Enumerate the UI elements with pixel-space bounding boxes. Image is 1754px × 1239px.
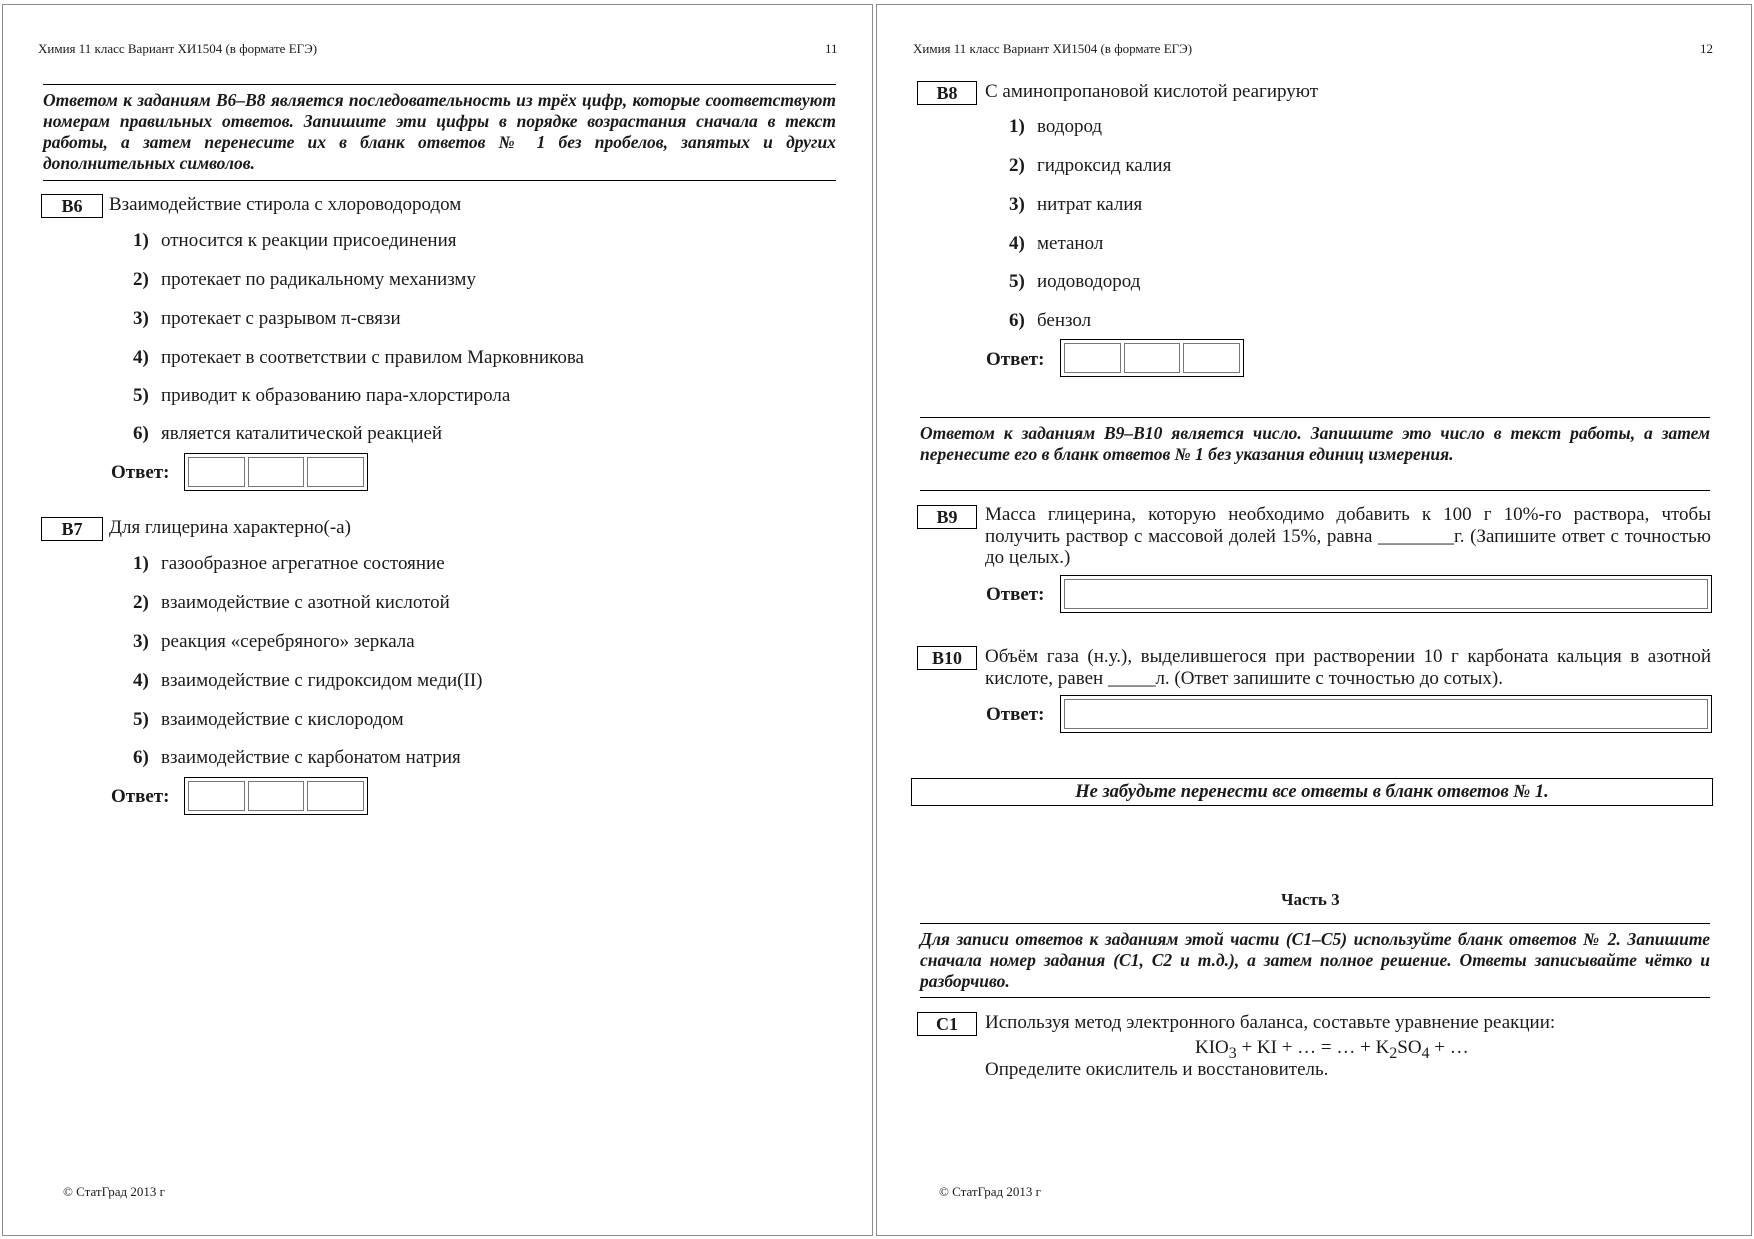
task-number-b9: В9 — [917, 505, 977, 529]
task-b8-option-6: 6) бензол — [1009, 310, 1092, 331]
task-b8-option-3: 3) нитрат калия — [1009, 194, 1143, 215]
answer-label-b7: Ответ: — [111, 786, 170, 807]
task-b8-option-4: 4) метанол — [1009, 233, 1104, 254]
answer-field-b9[interactable] — [1060, 575, 1712, 613]
task-b7-option-3: 3) реакция «серебряного» зеркала — [133, 631, 415, 652]
task-b8-question: С аминопропановой кислотой реагируют — [985, 81, 1319, 102]
answer-cell[interactable] — [307, 781, 364, 811]
answer-cell[interactable] — [248, 457, 305, 487]
task-b7-option-1: 1) газообразное агрегатное состояние — [133, 553, 445, 574]
answer-cells-b6 — [184, 453, 368, 491]
task-number-b7: В7 — [41, 517, 103, 541]
task-b6-option-4: 4) протекает в соответствии с правилом Марковникова — [133, 347, 584, 368]
task-b6-option-5: 5) приводит к образованию пара-хлорстирола — [133, 385, 511, 406]
task-b8-option-2: 2) гидроксид калия — [1009, 155, 1172, 176]
reminder-banner: Не забудьте перенести все ответы в бланк ответов № 1. — [911, 778, 1713, 806]
task-c1-text: Используя метод электронного баланса, составьте уравнение реакции: — [985, 1012, 1556, 1033]
part3-title: Часть 3 — [1281, 890, 1340, 909]
task-b7-option-6: 6) взаимодействие с карбонатом натрия — [133, 747, 461, 768]
answer-label-b10: Ответ: — [986, 704, 1045, 725]
task-c1-text2: Определите окислитель и восстановитель. — [985, 1059, 1329, 1080]
task-b6-option-1: 1) относится к реакции присоединения — [133, 230, 457, 251]
instruction-c: Для записи ответов к заданиям этой части (С1–С5) используйте бланк ответов № 2. Запишите сначала номер задания (С1, С2 и т.д.), а затем полное решение. Ответы записывайте чётко и разборчиво. — [920, 923, 1710, 998]
page-footer: © СтатГрад 2013 г — [63, 1184, 165, 1199]
task-b7-option-2: 2) взаимодействие с азотной кислотой — [133, 592, 450, 613]
task-b7-option-5: 5) взаимодействие с кислородом — [133, 709, 404, 730]
page-footer: © СтатГрад 2013 г — [939, 1184, 1041, 1199]
answer-cell[interactable] — [1183, 343, 1240, 373]
task-b9-text: Масса глицерина, которую необходимо добавить к 100 г 10%-го раствора, чтобы получить раствор с массовой долей 15%, равна ________г. (Запишите ответ с точностью до целых.) — [985, 504, 1711, 568]
answer-cell[interactable] — [1064, 343, 1121, 373]
answer-cell[interactable] — [188, 781, 245, 811]
task-b6-option-3: 3) протекает с разрывом π-связи — [133, 308, 401, 329]
answer-field-inner[interactable] — [1064, 699, 1708, 729]
page-header: Химия 11 класс Вариант ХИ1504 (в формате ЕГЭ) — [913, 41, 1193, 56]
answer-label-b8: Ответ: — [986, 349, 1045, 370]
answer-field-b10[interactable] — [1060, 695, 1712, 733]
answer-cell[interactable] — [188, 457, 245, 487]
page-header: Химия 11 класс Вариант ХИ1504 (в формате ЕГЭ) — [38, 41, 318, 56]
task-b6-option-2: 2) протекает по радикальному механизму — [133, 269, 476, 290]
task-b8-option-1: 1) водород — [1009, 116, 1103, 137]
task-b6-question: Взаимодействие стирола с хлороводородом — [109, 194, 462, 215]
task-b7-option-4: 4) взаимодействие с гидроксидом меди(II) — [133, 670, 483, 691]
task-b6-option-6: 6) является каталитической реакцией — [133, 423, 443, 444]
reaction-equation: $KIO_3$ + KI + … = … + $K_2SO_4$ + … — [1195, 1037, 1469, 1062]
task-number-b10: В10 — [917, 646, 977, 670]
answer-cell[interactable] — [248, 781, 305, 811]
instruction-b9-b10: Ответом к заданиям В9–В10 является число. Запишите это число в текст работы, а затем перенесите его в бланк ответов № 1 без указания единиц измерения. — [920, 417, 1710, 491]
answer-cell[interactable] — [1124, 343, 1181, 373]
page-number: 11 — [825, 41, 838, 56]
answer-cells-b8 — [1060, 339, 1244, 377]
answer-cell[interactable] — [307, 457, 364, 487]
answer-cells-b7 — [184, 777, 368, 815]
left-page — [2, 4, 873, 1236]
task-b10-text: Объём газа (н.у.), выделившегося при растворении 10 г карбоната кальция в азотной кислоте, равен _____л. (Ответ запишите с точностью до сотых). — [985, 646, 1711, 689]
answer-field-inner[interactable] — [1064, 579, 1708, 609]
page-number: 12 — [1700, 41, 1713, 56]
task-number-b6: В6 — [41, 194, 103, 218]
answer-label-b9: Ответ: — [986, 584, 1045, 605]
answer-label-b6: Ответ: — [111, 462, 170, 483]
task-number-c1: С1 — [917, 1012, 977, 1036]
task-number-b8: В8 — [917, 81, 977, 105]
task-b7-question: Для глицерина характерно(-а) — [109, 517, 351, 538]
instruction-b6-b8: Ответом к заданиям В6–В8 является последовательность из трёх цифр, которые соответствуют номерам правильных ответов. Запишите эти цифры в порядке возрастания сначала в текст работы, а затем перенесите их в бланк ответов № 1 без пробелов, запятых и других дополнительных символов. — [43, 84, 836, 181]
task-b8-option-5: 5) иодоводород — [1009, 271, 1141, 292]
right-page — [876, 4, 1752, 1236]
